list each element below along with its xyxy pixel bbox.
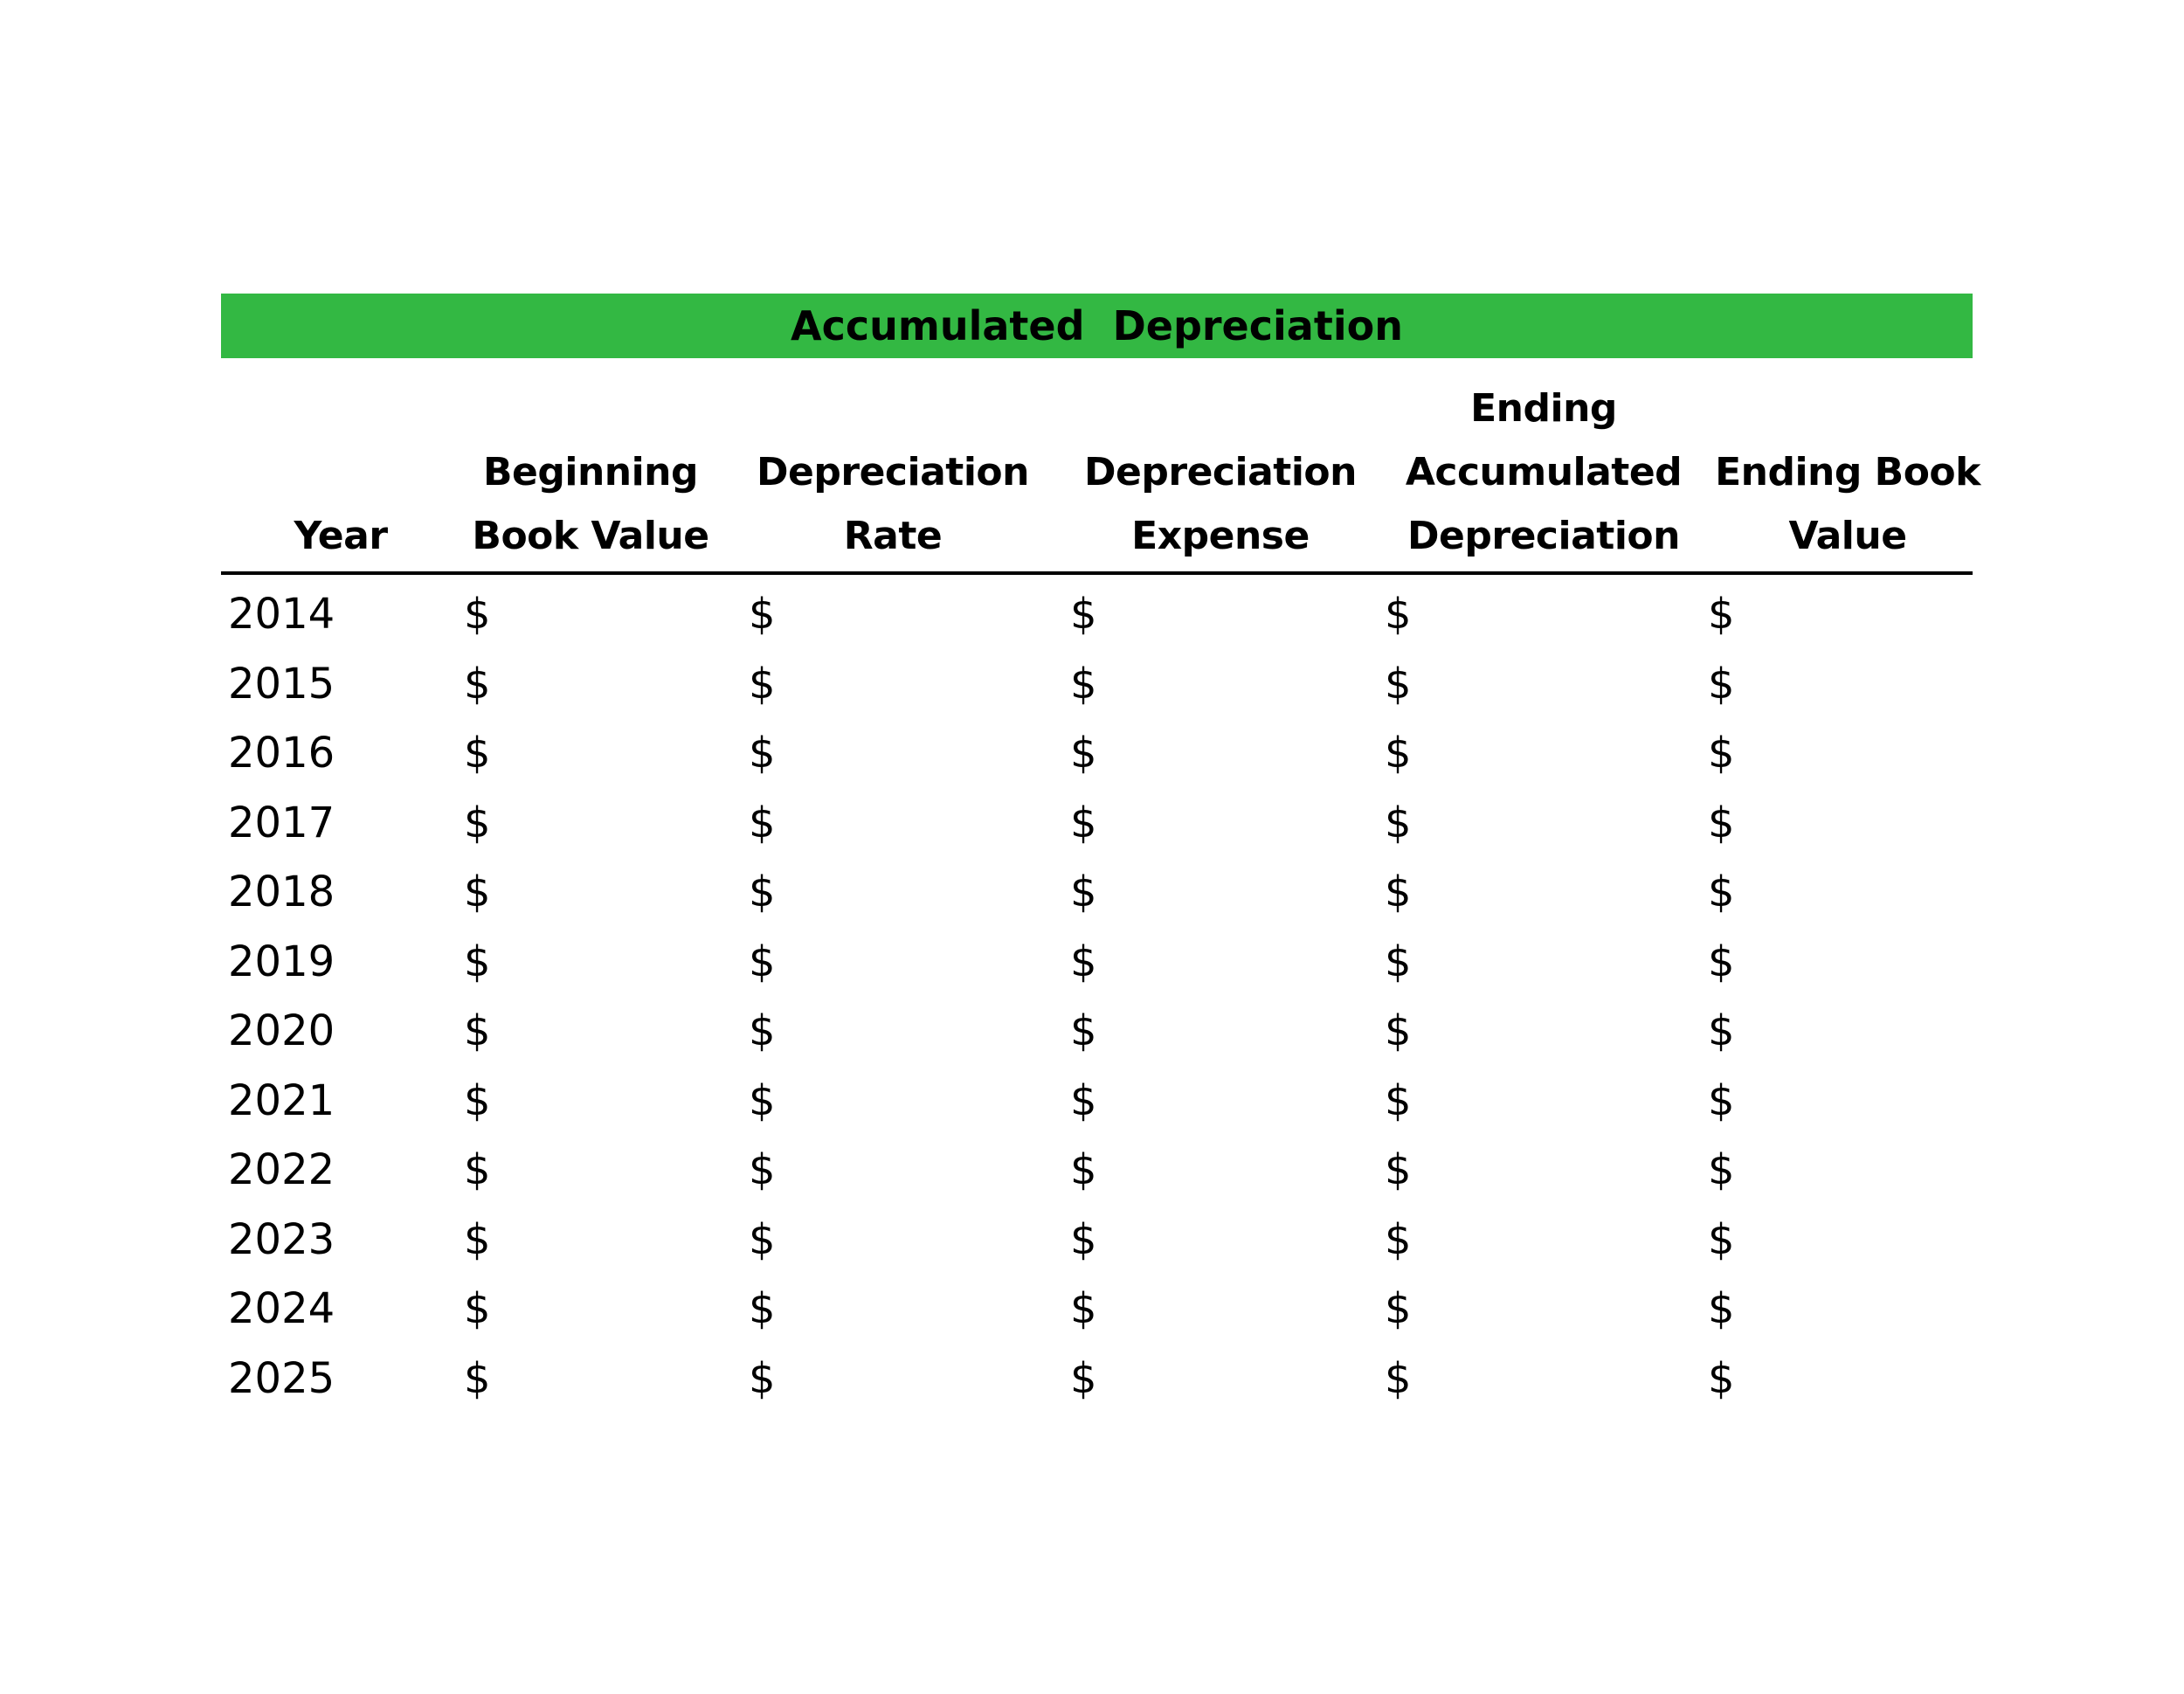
depreciation-expense-cell[interactable]: $ (1070, 868, 1097, 916)
beginning-book-value-cell[interactable]: $ (464, 798, 491, 847)
depreciation-expense-cell[interactable]: $ (1070, 1006, 1097, 1055)
data-rows (221, 582, 1973, 1415)
table-row (221, 1276, 1973, 1346)
ending-accumulated-depreciation-cell[interactable]: $ (1385, 659, 1412, 709)
beginning-book-value-cell[interactable]: $ (464, 1075, 491, 1125)
column-header-beginning-book-value (446, 440, 735, 568)
beginning-book-value-cell[interactable]: $ (464, 1353, 491, 1403)
beginning-book-value-cell[interactable]: $ (464, 868, 491, 916)
year-cell[interactable]: 2022 (228, 1145, 335, 1194)
beginning-book-value-cell[interactable]: $ (464, 659, 491, 709)
depreciation-rate-cell[interactable]: $ (749, 868, 776, 916)
ending-book-value-cell[interactable]: $ (1708, 1353, 1735, 1403)
ending-book-value-cell[interactable]: $ (1708, 1145, 1735, 1194)
column-header-line: Depreciation (757, 450, 1029, 494)
depreciation-expense-cell[interactable]: $ (1070, 1284, 1097, 1333)
depreciation-expense-cell[interactable]: $ (1070, 1214, 1097, 1264)
beginning-book-value-cell[interactable]: $ (464, 1284, 491, 1333)
year-cell[interactable]: 2016 (228, 729, 335, 778)
sheet-title: Accumulated Depreciation (221, 294, 1973, 358)
beginning-book-value-cell[interactable]: $ (464, 937, 491, 986)
ending-accumulated-depreciation-cell[interactable]: $ (1385, 1075, 1412, 1125)
column-header-row (221, 381, 1980, 571)
column-header-line: Depreciation (1084, 450, 1357, 494)
table-row (221, 791, 1973, 861)
table-row (221, 721, 1973, 791)
column-header-ending-book-value (1704, 440, 1992, 568)
ending-book-value-cell[interactable]: $ (1708, 1214, 1735, 1264)
ending-accumulated-depreciation-cell[interactable]: $ (1385, 937, 1412, 986)
table-row (221, 930, 1973, 999)
depreciation-rate-cell[interactable]: $ (749, 1214, 776, 1264)
depreciation-expense-cell[interactable]: $ (1070, 798, 1097, 847)
ending-book-value-cell[interactable]: $ (1708, 1284, 1735, 1333)
ending-accumulated-depreciation-cell[interactable]: $ (1385, 868, 1412, 916)
ending-book-value-cell[interactable]: $ (1708, 1075, 1735, 1125)
ending-accumulated-depreciation-cell[interactable]: $ (1385, 1214, 1412, 1264)
ending-accumulated-depreciation-cell[interactable]: $ (1385, 1006, 1412, 1055)
year-cell[interactable]: 2021 (228, 1075, 335, 1125)
ending-book-value-cell[interactable]: $ (1708, 1006, 1735, 1055)
depreciation-rate-cell[interactable]: $ (749, 729, 776, 778)
column-header-line: Accumulated (1405, 450, 1683, 494)
table-row (221, 1068, 1973, 1138)
depreciation-expense-cell[interactable]: $ (1070, 1075, 1097, 1125)
column-header-line: Book Value (472, 514, 709, 558)
ending-book-value-cell[interactable]: $ (1708, 590, 1735, 639)
ending-book-value-cell[interactable]: $ (1708, 659, 1735, 709)
depreciation-rate-cell[interactable]: $ (749, 659, 776, 709)
table-row (221, 1346, 1973, 1416)
ending-accumulated-depreciation-cell[interactable]: $ (1385, 729, 1412, 778)
column-header-ending-accumulated-depreciation (1400, 377, 1688, 568)
depreciation-rate-cell[interactable]: $ (749, 590, 776, 639)
year-cell[interactable]: 2018 (228, 868, 335, 916)
depreciation-expense-cell[interactable]: $ (1070, 1353, 1097, 1403)
depreciation-rate-cell[interactable]: $ (749, 1353, 776, 1403)
ending-book-value-cell[interactable]: $ (1708, 798, 1735, 847)
depreciation-rate-cell[interactable]: $ (749, 1145, 776, 1194)
table-row (221, 582, 1973, 652)
depreciation-rate-cell[interactable]: $ (749, 798, 776, 847)
table-row (221, 652, 1973, 722)
ending-accumulated-depreciation-cell[interactable]: $ (1385, 1145, 1412, 1194)
year-cell[interactable]: 2023 (228, 1214, 335, 1264)
ending-accumulated-depreciation-cell[interactable]: $ (1385, 1353, 1412, 1403)
column-header-line: Year (294, 514, 388, 558)
year-cell[interactable]: 2014 (228, 590, 335, 639)
depreciation-expense-cell[interactable]: $ (1070, 937, 1097, 986)
year-cell[interactable]: 2020 (228, 1006, 335, 1055)
beginning-book-value-cell[interactable]: $ (464, 1145, 491, 1194)
beginning-book-value-cell[interactable]: $ (464, 729, 491, 778)
column-header-line: Depreciation (1407, 514, 1680, 558)
depreciation-expense-cell[interactable]: $ (1070, 729, 1097, 778)
depreciation-expense-cell[interactable]: $ (1070, 659, 1097, 709)
depreciation-rate-cell[interactable]: $ (749, 1075, 776, 1125)
header-divider (221, 571, 1973, 575)
ending-book-value-cell[interactable]: $ (1708, 937, 1735, 986)
column-header-line: Ending Book (1715, 450, 1980, 494)
beginning-book-value-cell[interactable]: $ (464, 1006, 491, 1055)
year-cell[interactable]: 2025 (228, 1353, 335, 1403)
ending-book-value-cell[interactable]: $ (1708, 868, 1735, 916)
depreciation-rate-cell[interactable]: $ (749, 937, 776, 986)
depreciation-rate-cell[interactable]: $ (749, 1006, 776, 1055)
column-header-line: Ending (1470, 386, 1617, 431)
column-header-depreciation-expense (1076, 440, 1365, 568)
column-header-depreciation-rate (749, 440, 1037, 568)
year-cell[interactable]: 2019 (228, 937, 335, 986)
column-header-year (197, 504, 485, 568)
column-header-line: Value (1788, 514, 1907, 558)
year-cell[interactable]: 2017 (228, 798, 335, 847)
table-row (221, 999, 1973, 1068)
beginning-book-value-cell[interactable]: $ (464, 590, 491, 639)
year-cell[interactable]: 2024 (228, 1284, 335, 1333)
ending-accumulated-depreciation-cell[interactable]: $ (1385, 798, 1412, 847)
ending-book-value-cell[interactable]: $ (1708, 729, 1735, 778)
depreciation-expense-cell[interactable]: $ (1070, 590, 1097, 639)
column-header-line: Expense (1131, 514, 1310, 558)
table-row (221, 860, 1973, 930)
table-row (221, 1207, 1973, 1277)
table-row (221, 1137, 1973, 1207)
depreciation-expense-cell[interactable]: $ (1070, 1145, 1097, 1194)
ending-accumulated-depreciation-cell[interactable]: $ (1385, 1284, 1412, 1333)
column-header-line: Beginning (482, 450, 698, 494)
year-cell[interactable]: 2015 (228, 659, 335, 709)
depreciation-rate-cell[interactable]: $ (749, 1284, 776, 1333)
ending-accumulated-depreciation-cell[interactable]: $ (1385, 590, 1412, 639)
beginning-book-value-cell[interactable]: $ (464, 1214, 491, 1264)
column-header-line: Rate (843, 514, 943, 558)
